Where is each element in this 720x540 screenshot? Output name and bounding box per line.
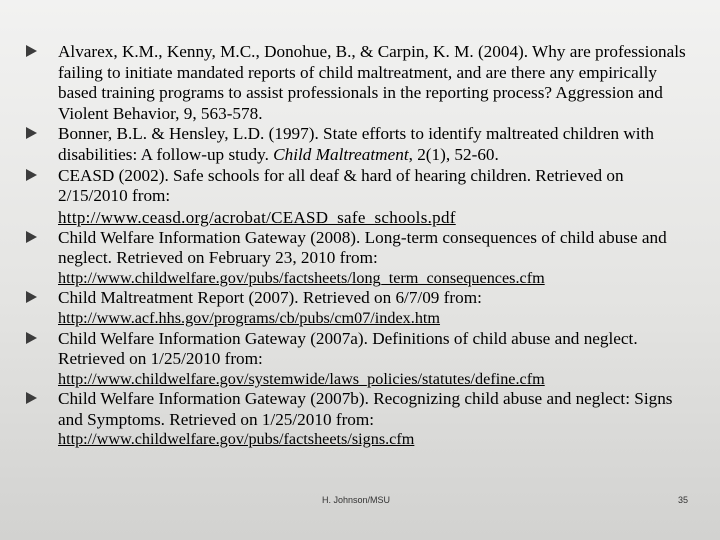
reference-text: Child Maltreatment Report (2007). Retrieved on 6/7/09 from: [58,288,482,308]
bullet-arrow-icon [26,332,37,344]
bullet-arrow-icon [26,392,37,404]
reference-item [26,389,696,450]
reference-text: Child Welfare Information Gateway (2007a). Definitions of child abuse and neglect. Retrieved on 1/25/2010 from: [58,328,638,369]
reference-list [26,42,696,450]
journal-title: Child Maltreatment [273,144,409,164]
reference-item [26,228,696,289]
reference-text-tail: , 2(1), 52-60. [408,144,499,164]
page-number: 35 [678,495,689,505]
reference-link[interactable]: http://www.childwelfare.gov/systemwide/laws_policies/statutes/define.cfm [58,369,545,388]
reference-link[interactable]: http://www.acf.hhs.gov/programs/cb/pubs/cm07/index.htm [58,309,441,328]
bullet-arrow-icon [26,291,37,303]
reference-text: Child Welfare Information Gateway (2007b). Recognizing child abuse and neglect: Signs and Symptoms. Retrieved on 1/25/2010 from: [58,389,673,429]
bullet-arrow-icon [26,169,37,181]
reference-link[interactable]: http://www.childwelfare.gov/pubs/factsheets/signs.cfm [58,430,415,449]
reference-text: Alvarex, K.M., Kenny, M.C., Donohue, B., & Carpin, K. M. (2004). Why are professionals failing to initiate mandated reports of child maltreatment, and are there any empirically based training programs to assist professionals in the reporting process? Aggression and Violent Behavior, 9, 563-578. [58,42,686,123]
reference-item [26,288,696,328]
bullet-arrow-icon [26,127,37,139]
reference-link[interactable]: http://www.childwelfare.gov/pubs/factsheets/long_term_consequences.cfm [58,268,545,287]
reference-text: Bonner, B.L. & Hensley, L.D. (1997). State efforts to identify maltreated children with disabilities: A follow-up study. [58,124,654,164]
reference-text: Child Welfare Information Gateway (2008). Long-term consequences of child abuse and neglect. Retrieved on February 23, 2010 from: [58,227,667,268]
reference-item [26,329,696,390]
bullet-arrow-icon [26,231,37,243]
reference-item [26,124,696,165]
footer-author: H. Johnson/MSU [322,495,391,505]
reference-item [26,166,696,228]
bullet-arrow-icon [26,45,37,57]
reference-item [26,42,696,124]
reference-link[interactable]: http://www.ceasd.org/acrobat/CEASD_safe_schools.pdf [58,207,456,227]
reference-text: CEASD (2002). Safe schools for all deaf & hard of hearing children. Retrieved on 2/15/2010 from: [58,165,624,206]
